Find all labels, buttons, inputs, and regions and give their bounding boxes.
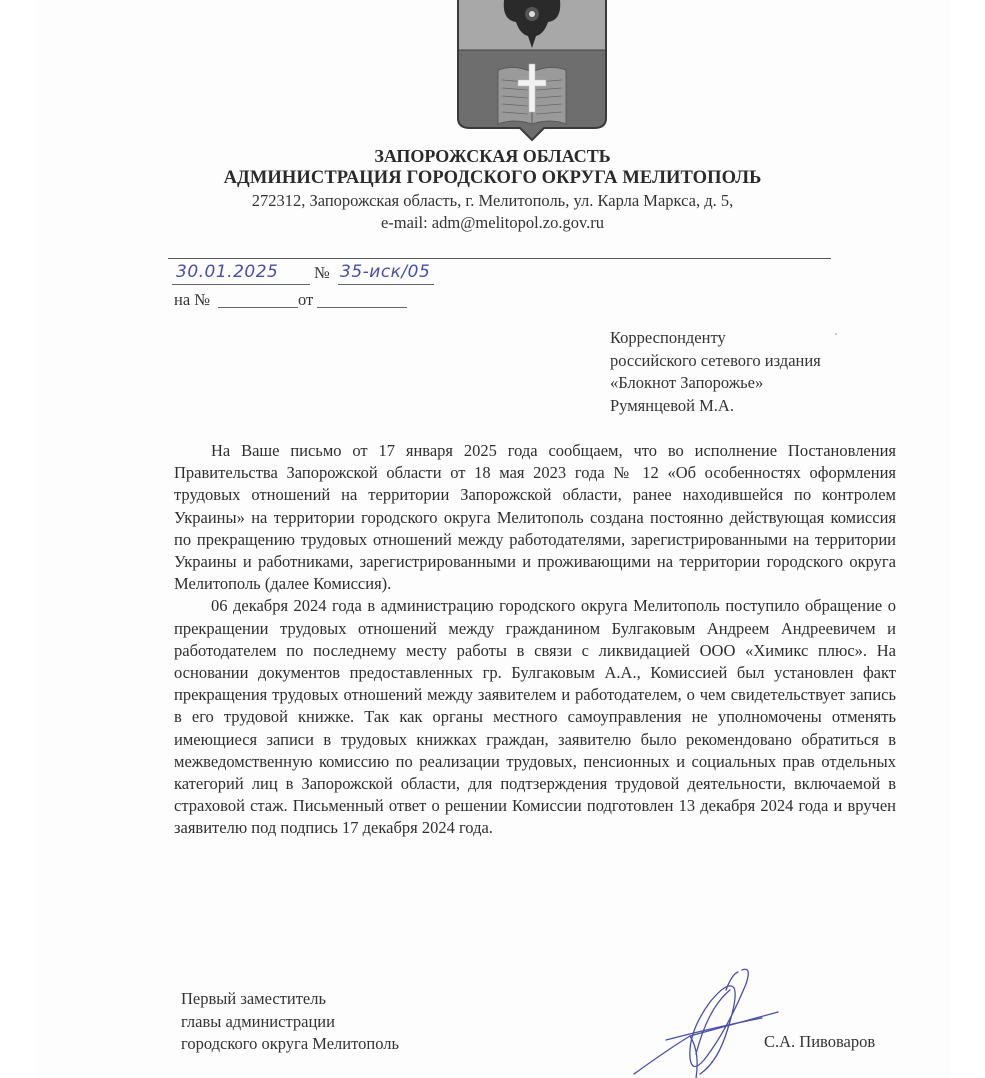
organization-address: 272312, Запорожская область, г. Мелитополь, ул. Карла Маркса, д. 5, bbox=[251, 191, 734, 210]
registration-number: 35-иск/05 bbox=[340, 262, 431, 282]
addressee-line: Румянцевой М.А. bbox=[610, 395, 734, 415]
region-name: ЗАПОРОЖСКАЯ ОБЛАСТЬ bbox=[374, 146, 611, 166]
signer-name: С.А. Пивоваров bbox=[764, 1032, 876, 1051]
reply-number-blank bbox=[218, 307, 298, 308]
coat-of-arms-icon bbox=[454, 0, 610, 142]
reply-reference-line bbox=[174, 290, 474, 312]
handwritten-signature-icon bbox=[630, 962, 790, 1078]
addressee-line: «Блокнот Запорожье» bbox=[610, 373, 764, 392]
registration-line bbox=[172, 262, 472, 286]
reply-date-blank bbox=[317, 307, 407, 308]
organization-name: АДМИНИСТРАЦИЯ ГОРОДСКОГО ОКРУГА МЕЛИТОПОЛЬ bbox=[223, 168, 762, 188]
from-label: от bbox=[298, 290, 314, 309]
signer-position-line: главы администрации bbox=[181, 1011, 335, 1031]
letter-body bbox=[174, 440, 896, 840]
letterhead-divider bbox=[168, 258, 831, 259]
scan-speck bbox=[835, 333, 837, 335]
signer-position bbox=[181, 988, 399, 1056]
addressee-line: российского сетевого издания bbox=[610, 350, 821, 370]
addressee-block bbox=[610, 327, 821, 417]
registration-date: 30.01.2025 bbox=[176, 262, 279, 282]
number-underline bbox=[338, 284, 434, 285]
date-underline bbox=[172, 284, 310, 285]
body-paragraph: 06 декабря 2024 года в администрацию городского округа Мелитополь поступило обращение о прекращении трудовых отношений между гражданином Булгаковым Андреем Андреевичем и работодателем по последнему месту работы в связи с ликвидацией ООО «Химикс плюс». На основании документов предоставленных гр. Булгаковым А.А., Комиссией был установлен факт прекращения трудовых отношений между заявителем и работодателем, о чем свидетельствует запись в его трудовой книжке. Так как органы местного самоуправления не уполномочены отменять имеющиеся записи в трудовых книжках граждан, заявителю было рекомендовано обратиться в межведомственную комиссию по реализации трудовых, пенсионных и социальных прав отдельных категорий лиц в Запорожской области, для подтзерждения трудовой деятельности, включаемой в страховой стаж. Письменный ответ о решении Комиссии подготовлен 13 декабря 2024 года и вручен заявителю под подпись 17 декабря 2024 года. bbox=[174, 596, 896, 838]
body-paragraph: На Ваше письмо от 17 января 2025 года сообщаем, что во исполнение Постановления Правительства Запорожской области от 18 мая 2023 года № 12 «Об особенностях оформления трудовых отношений на территории Запорожской области, ранее находившейся по контролем Украины» на территории городского округа Мелитополь создана постоянно действующая комиссия по прекращению трудовых отношений между работодателями, зарегистрированными на территории Украины и работниками, зарегистрированными и проживающими на территории городского округа Мелитополь (далее Комиссия). bbox=[174, 441, 896, 594]
reply-to-label: на № bbox=[174, 290, 211, 309]
signer-position-line: городского округа Мелитополь bbox=[181, 1034, 399, 1053]
signer-position-line: Первый заместитель bbox=[181, 989, 326, 1008]
number-sign: № bbox=[314, 263, 330, 282]
addressee-line: Корреспонденту bbox=[610, 328, 726, 347]
organization-email: e-mail: adm@melitopol.zo.gov.ru bbox=[380, 213, 605, 232]
